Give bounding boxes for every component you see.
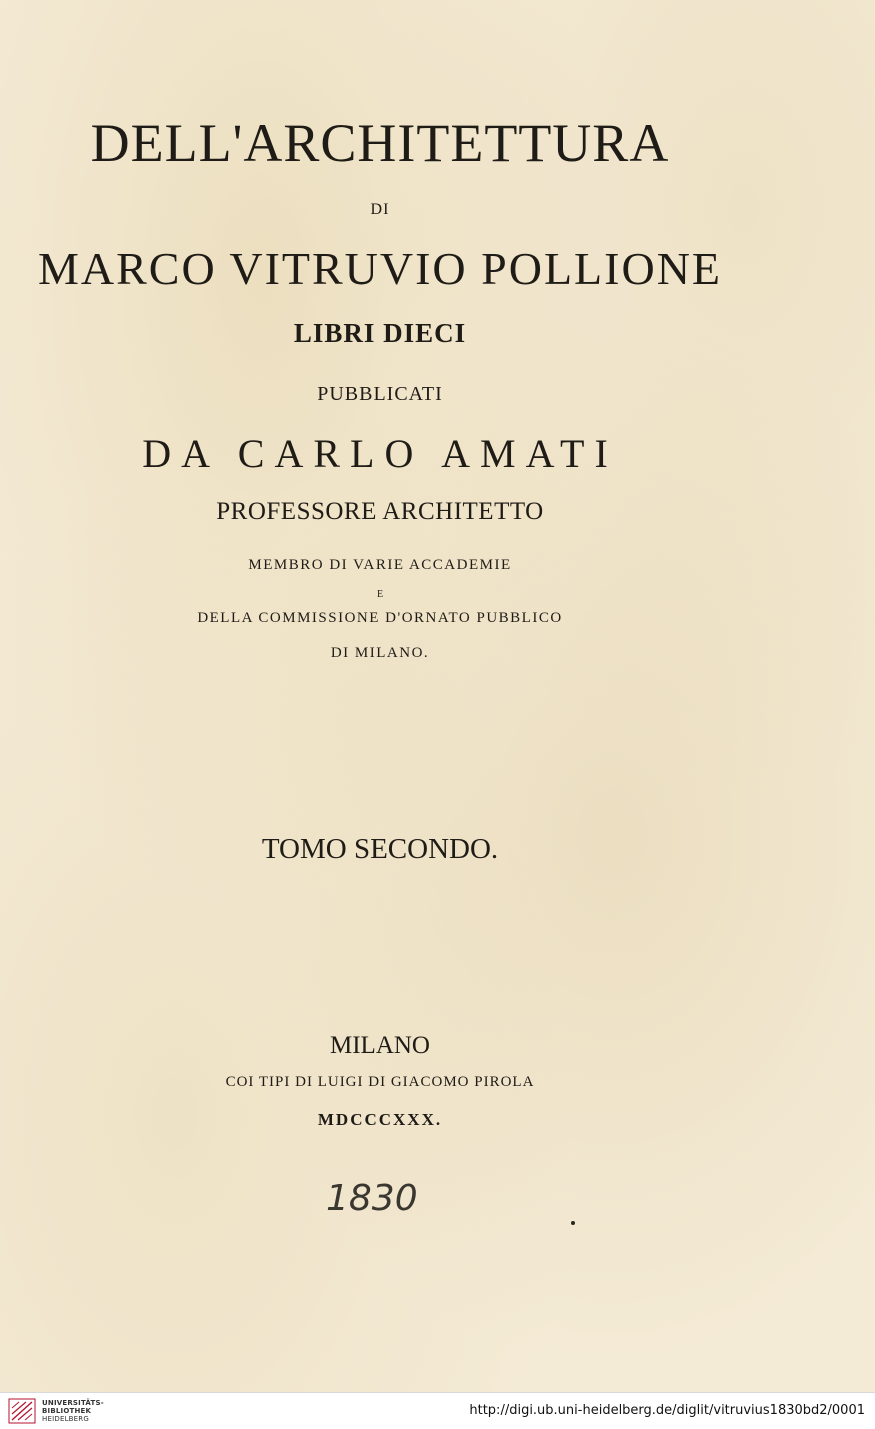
library-name bbox=[42, 1399, 104, 1423]
library-line-1: UNIVERSITÄTS- bbox=[42, 1399, 104, 1407]
editor-title: PROFESSORE ARCHITETTO bbox=[216, 498, 544, 525]
book-title: DELL'ARCHITETTURA bbox=[90, 113, 670, 173]
source-url[interactable]: http://digi.ub.uni-heidelberg.de/diglit/vitruvius1830bd2/0001 bbox=[469, 1403, 865, 1418]
handwritten-year-text: 1830 bbox=[326, 1178, 418, 1219]
footer-bar bbox=[0, 1392, 875, 1429]
conjunction: E bbox=[376, 589, 384, 600]
ink-dot bbox=[571, 1221, 575, 1225]
imprint-city: MILANO bbox=[330, 1032, 430, 1059]
imprint-year: MDCCCXXX. bbox=[317, 1110, 443, 1129]
commission-city: DI MILANO. bbox=[330, 645, 430, 661]
title-di: DI bbox=[370, 201, 390, 218]
published-label: PUBBLICATI bbox=[317, 383, 443, 405]
member-line: MEMBRO DI VARIE ACCADEMIE bbox=[248, 557, 512, 573]
library-line-2: BIBLIOTHEK bbox=[42, 1407, 92, 1415]
imprint-printer: COI TIPI DI LUIGI DI GIACOMO PIROLA bbox=[225, 1074, 535, 1090]
books-count: LIBRI DIECI bbox=[293, 318, 467, 348]
handwritten-year bbox=[322, 1172, 422, 1220]
author-name: MARCO VITRUVIO POLLIONE bbox=[37, 243, 723, 294]
volume-label: TOMO SECONDO. bbox=[261, 833, 499, 865]
commission-line: DELLA COMMISSIONE D'ORNATO PUBBLICO bbox=[197, 610, 563, 626]
editor-name: DA CARLO AMATI bbox=[142, 431, 618, 476]
ub-heidelberg-logo-icon bbox=[8, 1398, 36, 1424]
library-line-3: HEIDELBERG bbox=[42, 1415, 89, 1423]
